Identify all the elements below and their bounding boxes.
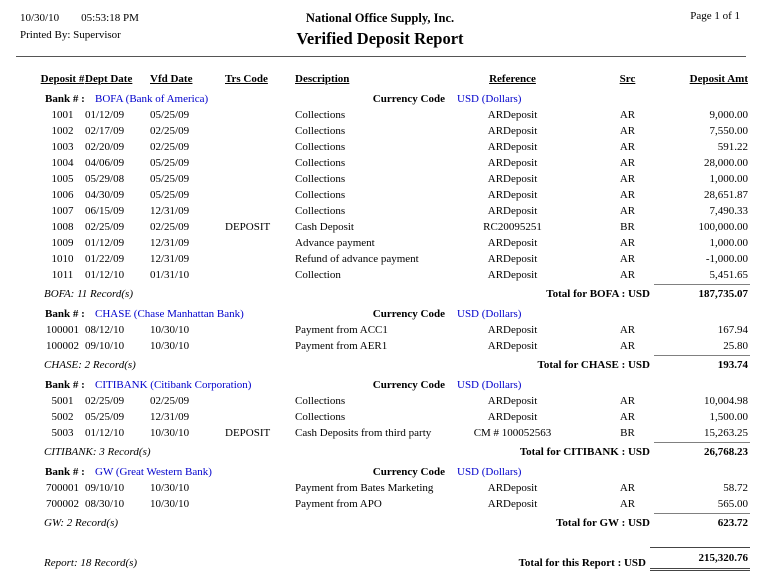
deposit-number: 1002 — [51, 125, 74, 137]
deposit-row — [40, 171, 750, 187]
deposit-number: 1001 — [51, 109, 74, 121]
report-total-row — [40, 547, 750, 571]
deposit-row — [40, 123, 750, 139]
section-total-label: Total for BOFA : USD — [546, 288, 650, 300]
vfd-date: 05/25/09 — [150, 189, 190, 201]
deposit-amount: 100,000.00 — [698, 221, 748, 233]
reference: ARDeposit — [487, 125, 538, 137]
deposit-amount: 565.00 — [717, 498, 748, 510]
deposit-amount: 9,000.00 — [709, 109, 748, 121]
trs-code — [215, 496, 285, 512]
vfd-date: 05/25/09 — [150, 109, 190, 121]
bank-section — [40, 377, 750, 460]
deposit-amount: 28,651.87 — [704, 189, 748, 201]
trs-code — [215, 409, 285, 425]
reference: ARDeposit — [487, 189, 538, 201]
description: Collections — [295, 109, 346, 121]
trs-code — [215, 139, 285, 155]
description: Payment from APO — [295, 498, 382, 510]
reference: ARDeposit — [487, 498, 538, 510]
reference: ARDeposit — [487, 253, 538, 265]
deposit-number: 1010 — [51, 253, 74, 265]
deposit-row — [40, 203, 750, 219]
src: AR — [619, 253, 636, 265]
deposit-amount: 28,000.00 — [704, 157, 748, 169]
reference: ARDeposit — [487, 340, 538, 352]
vfd-date: 10/30/10 — [150, 498, 190, 510]
reference: RC20095251 — [483, 221, 542, 233]
description: Collections — [295, 173, 346, 185]
deposit-number: 700002 — [46, 498, 79, 510]
reference: ARDeposit — [487, 269, 538, 281]
deposit-row — [40, 393, 750, 409]
print-date: 10/30/10 — [20, 12, 60, 24]
vfd-date: 05/25/09 — [150, 157, 190, 169]
currency-code-label: Currency Code — [372, 93, 445, 105]
vfd-date: 05/25/09 — [150, 173, 190, 185]
printed-by-label: Printed By: — [20, 29, 71, 41]
deposit-amount: 1,500.00 — [709, 411, 748, 423]
deposit-amount: 5,451.65 — [709, 269, 748, 281]
trs-code — [215, 322, 285, 338]
deposit-number: 100002 — [46, 340, 79, 352]
deposit-row — [40, 251, 750, 267]
section-rows — [40, 480, 750, 512]
reference: ARDeposit — [487, 482, 538, 494]
deposit-row — [40, 267, 750, 283]
bank-header-row — [40, 464, 750, 480]
bank-name: CITIBANK (Citibank Corporation) — [95, 379, 252, 391]
trs-code: DEPOSIT — [225, 427, 271, 439]
printed-by-value: Supervisor — [73, 29, 121, 41]
deposit-row — [40, 322, 750, 338]
dept-date: 01/12/10 — [85, 427, 125, 439]
dept-date: 09/10/10 — [85, 482, 125, 494]
currency-code-label: Currency Code — [372, 308, 445, 320]
deposit-amount: 25.80 — [723, 340, 748, 352]
description: Collection — [295, 269, 341, 281]
section-total-row — [40, 355, 750, 373]
section-rows — [40, 322, 750, 354]
description: Collections — [295, 189, 346, 201]
vfd-date: 02/25/09 — [150, 395, 190, 407]
section-total-row — [40, 442, 750, 460]
section-total-label: Total for CHASE : USD — [537, 359, 650, 371]
src: AR — [619, 395, 636, 407]
bank-number-label: Bank # : — [45, 379, 85, 391]
reference: ARDeposit — [487, 324, 538, 336]
vfd-date: 12/31/09 — [150, 411, 190, 423]
src: AR — [619, 340, 636, 352]
src: AR — [619, 269, 636, 281]
reference: ARDeposit — [487, 109, 538, 121]
page-number: Page 1 of 1 — [690, 10, 740, 22]
report-record-count: Report: 18 Record(s) — [44, 557, 138, 569]
reference: ARDeposit — [487, 411, 538, 423]
description: Collections — [295, 157, 346, 169]
trs-code — [215, 203, 285, 219]
currency-code-value: USD (Dollars) — [457, 379, 522, 391]
section-total-amount: 623.72 — [654, 513, 750, 531]
print-date-time — [20, 10, 139, 27]
section-total-label: Total for GW : USD — [556, 517, 650, 529]
deposit-amount: 1,000.00 — [709, 237, 748, 249]
section-total-label: Total for CITIBANK : USD — [519, 446, 650, 458]
deposit-amount: 58.72 — [723, 482, 748, 494]
src: BR — [620, 427, 635, 439]
src: BR — [620, 221, 635, 233]
vfd-date: 12/31/09 — [150, 253, 190, 265]
vfd-date: 12/31/09 — [150, 205, 190, 217]
deposit-number: 1007 — [51, 205, 74, 217]
bank-section — [40, 464, 750, 531]
dept-date: 08/30/10 — [85, 498, 125, 510]
vfd-date: 02/25/09 — [150, 125, 190, 137]
column-header-description: Description — [295, 73, 350, 85]
src: AR — [619, 237, 636, 249]
deposit-row — [40, 139, 750, 155]
src: AR — [619, 205, 636, 217]
column-header-trs-code: Trs Code — [225, 73, 268, 85]
vfd-date: 02/25/09 — [150, 221, 190, 233]
description: Payment from AER1 — [295, 340, 388, 352]
description: Advance payment — [295, 237, 375, 249]
deposit-row — [40, 480, 750, 496]
bank-section — [40, 91, 750, 302]
report-total-label: Total for this Report : USD — [518, 557, 646, 569]
description: Payment from ACC1 — [295, 324, 388, 336]
description: Collections — [295, 205, 346, 217]
dept-date: 01/12/09 — [85, 237, 125, 249]
section-total-row — [40, 284, 750, 302]
dept-date: 02/17/09 — [85, 125, 125, 137]
description: Collections — [295, 411, 346, 423]
dept-date: 05/29/08 — [85, 173, 125, 185]
bank-name: GW (Great Western Bank) — [95, 466, 212, 478]
column-header-vfd-date: Vfd Date — [150, 73, 193, 85]
report-page-header — [0, 0, 760, 56]
trs-code — [215, 187, 285, 203]
reference: ARDeposit — [487, 205, 538, 217]
column-header-src: Src — [619, 73, 636, 85]
print-time: 05:53:18 PM — [81, 12, 139, 24]
trs-code — [215, 393, 285, 409]
dept-date: 02/20/09 — [85, 141, 125, 153]
section-total-amount: 26,768.23 — [654, 442, 750, 460]
deposit-amount: 15,263.25 — [704, 427, 748, 439]
dept-date: 06/15/09 — [85, 205, 125, 217]
dept-date: 01/12/10 — [85, 269, 125, 281]
currency-code-value: USD (Dollars) — [457, 308, 522, 320]
vfd-date: 02/25/09 — [150, 141, 190, 153]
deposit-number: 700001 — [46, 482, 79, 494]
trs-code — [215, 235, 285, 251]
section-record-count: CHASE: 2 Record(s) — [44, 359, 136, 371]
trs-code — [215, 338, 285, 354]
description: Collections — [295, 395, 346, 407]
trs-code — [215, 267, 285, 283]
column-header-deposit-amt: Deposit Amt — [689, 73, 748, 85]
trs-code — [215, 123, 285, 139]
vfd-date: 10/30/10 — [150, 340, 190, 352]
dept-date: 08/12/10 — [85, 324, 125, 336]
src: AR — [619, 109, 636, 121]
company-name: National Office Supply, Inc. — [305, 11, 455, 25]
deposit-number: 5003 — [51, 427, 74, 439]
deposit-amount: 7,550.00 — [709, 125, 748, 137]
print-meta — [20, 10, 139, 44]
reference: ARDeposit — [487, 157, 538, 169]
deposit-amount: 7,490.33 — [709, 205, 748, 217]
column-header-row — [40, 71, 750, 87]
src: AR — [619, 411, 636, 423]
trs-code — [215, 480, 285, 496]
deposit-row — [40, 155, 750, 171]
report-title: Verified Deposit Report — [296, 29, 464, 48]
section-record-count: CITIBANK: 3 Record(s) — [44, 446, 151, 458]
reference: CM # 100052563 — [473, 427, 552, 439]
reference: ARDeposit — [487, 395, 538, 407]
section-record-count: BOFA: 11 Record(s) — [44, 288, 133, 300]
deposit-row — [40, 107, 750, 123]
currency-code-value: USD (Dollars) — [457, 93, 522, 105]
deposit-row — [40, 338, 750, 354]
deposit-amount: -1,000.00 — [705, 253, 748, 265]
reference: ARDeposit — [487, 237, 538, 249]
section-total-row — [40, 513, 750, 531]
reference: ARDeposit — [487, 141, 538, 153]
src: AR — [619, 125, 636, 137]
dept-date: 04/06/09 — [85, 157, 125, 169]
dept-date: 05/25/09 — [85, 411, 125, 423]
dept-date: 01/22/09 — [85, 253, 125, 265]
trs-code — [215, 107, 285, 123]
deposit-amount: 167.94 — [717, 324, 748, 336]
reference: ARDeposit — [487, 173, 538, 185]
vfd-date: 10/30/10 — [150, 482, 190, 494]
src: AR — [619, 157, 636, 169]
dept-date: 09/10/10 — [85, 340, 125, 352]
bank-number-label: Bank # : — [45, 308, 85, 320]
currency-code-value: USD (Dollars) — [457, 466, 522, 478]
currency-code-label: Currency Code — [372, 466, 445, 478]
bank-header-row — [40, 377, 750, 393]
description: Refund of advance payment — [295, 253, 419, 265]
section-rows — [40, 393, 750, 441]
description: Collections — [295, 125, 346, 137]
deposit-row — [40, 219, 750, 235]
deposit-number: 1005 — [51, 173, 74, 185]
deposit-number: 1006 — [51, 189, 74, 201]
vfd-date: 10/30/10 — [150, 427, 190, 439]
deposit-number: 1008 — [51, 221, 74, 233]
trs-code — [215, 155, 285, 171]
vfd-date: 12/31/09 — [150, 237, 190, 249]
column-header-reference: Reference — [489, 73, 536, 85]
src: AR — [619, 482, 636, 494]
bank-number-label: Bank # : — [45, 93, 85, 105]
deposit-number: 1004 — [51, 157, 74, 169]
section-total-amount: 187,735.07 — [654, 284, 750, 302]
currency-code-label: Currency Code — [372, 379, 445, 391]
printed-by — [20, 27, 139, 44]
report-total-amount: 215,320.76 — [650, 547, 750, 571]
src: AR — [619, 173, 636, 185]
section-total-amount: 193.74 — [654, 355, 750, 373]
description: Payment from Bates Marketing — [295, 482, 434, 494]
deposit-row — [40, 235, 750, 251]
bank-number-label: Bank # : — [45, 466, 85, 478]
deposit-row — [40, 409, 750, 425]
description: Cash Deposit — [295, 221, 354, 233]
bank-name: BOFA (Bank of America) — [95, 93, 209, 105]
dept-date: 02/25/09 — [85, 221, 125, 233]
trs-code — [215, 251, 285, 267]
src: AR — [619, 498, 636, 510]
deposit-number: 1003 — [51, 141, 74, 153]
description: Cash Deposits from third party — [295, 427, 432, 439]
column-header-dept-date: Dept Date — [85, 73, 133, 85]
deposit-amount: 591.22 — [717, 141, 748, 153]
trs-code: DEPOSIT — [225, 221, 271, 233]
description: Collections — [295, 141, 346, 153]
deposit-number: 100001 — [46, 324, 79, 336]
dept-date: 04/30/09 — [85, 189, 125, 201]
bank-section — [40, 306, 750, 373]
deposit-row — [40, 425, 750, 441]
deposit-amount: 1,000.00 — [709, 173, 748, 185]
src: AR — [619, 324, 636, 336]
vfd-date: 10/30/10 — [150, 324, 190, 336]
section-rows — [40, 107, 750, 283]
deposit-row — [40, 496, 750, 512]
column-header-deposit-number: Deposit # — [40, 73, 85, 85]
dept-date: 01/12/09 — [85, 109, 125, 121]
report-body — [40, 57, 750, 571]
bank-header-row — [40, 91, 750, 107]
deposit-number: 1009 — [51, 237, 74, 249]
deposit-number: 1011 — [51, 269, 74, 281]
src: AR — [619, 189, 636, 201]
section-record-count: GW: 2 Record(s) — [44, 517, 119, 529]
dept-date: 02/25/09 — [85, 395, 125, 407]
deposit-number: 5001 — [51, 395, 74, 407]
bank-header-row — [40, 306, 750, 322]
src: AR — [619, 141, 636, 153]
vfd-date: 01/31/10 — [150, 269, 190, 281]
deposit-row — [40, 187, 750, 203]
deposit-amount: 10,004.98 — [704, 395, 748, 407]
trs-code — [215, 171, 285, 187]
bank-sections — [40, 91, 750, 531]
deposit-number: 5002 — [51, 411, 74, 423]
bank-name: CHASE (Chase Manhattan Bank) — [95, 308, 244, 320]
